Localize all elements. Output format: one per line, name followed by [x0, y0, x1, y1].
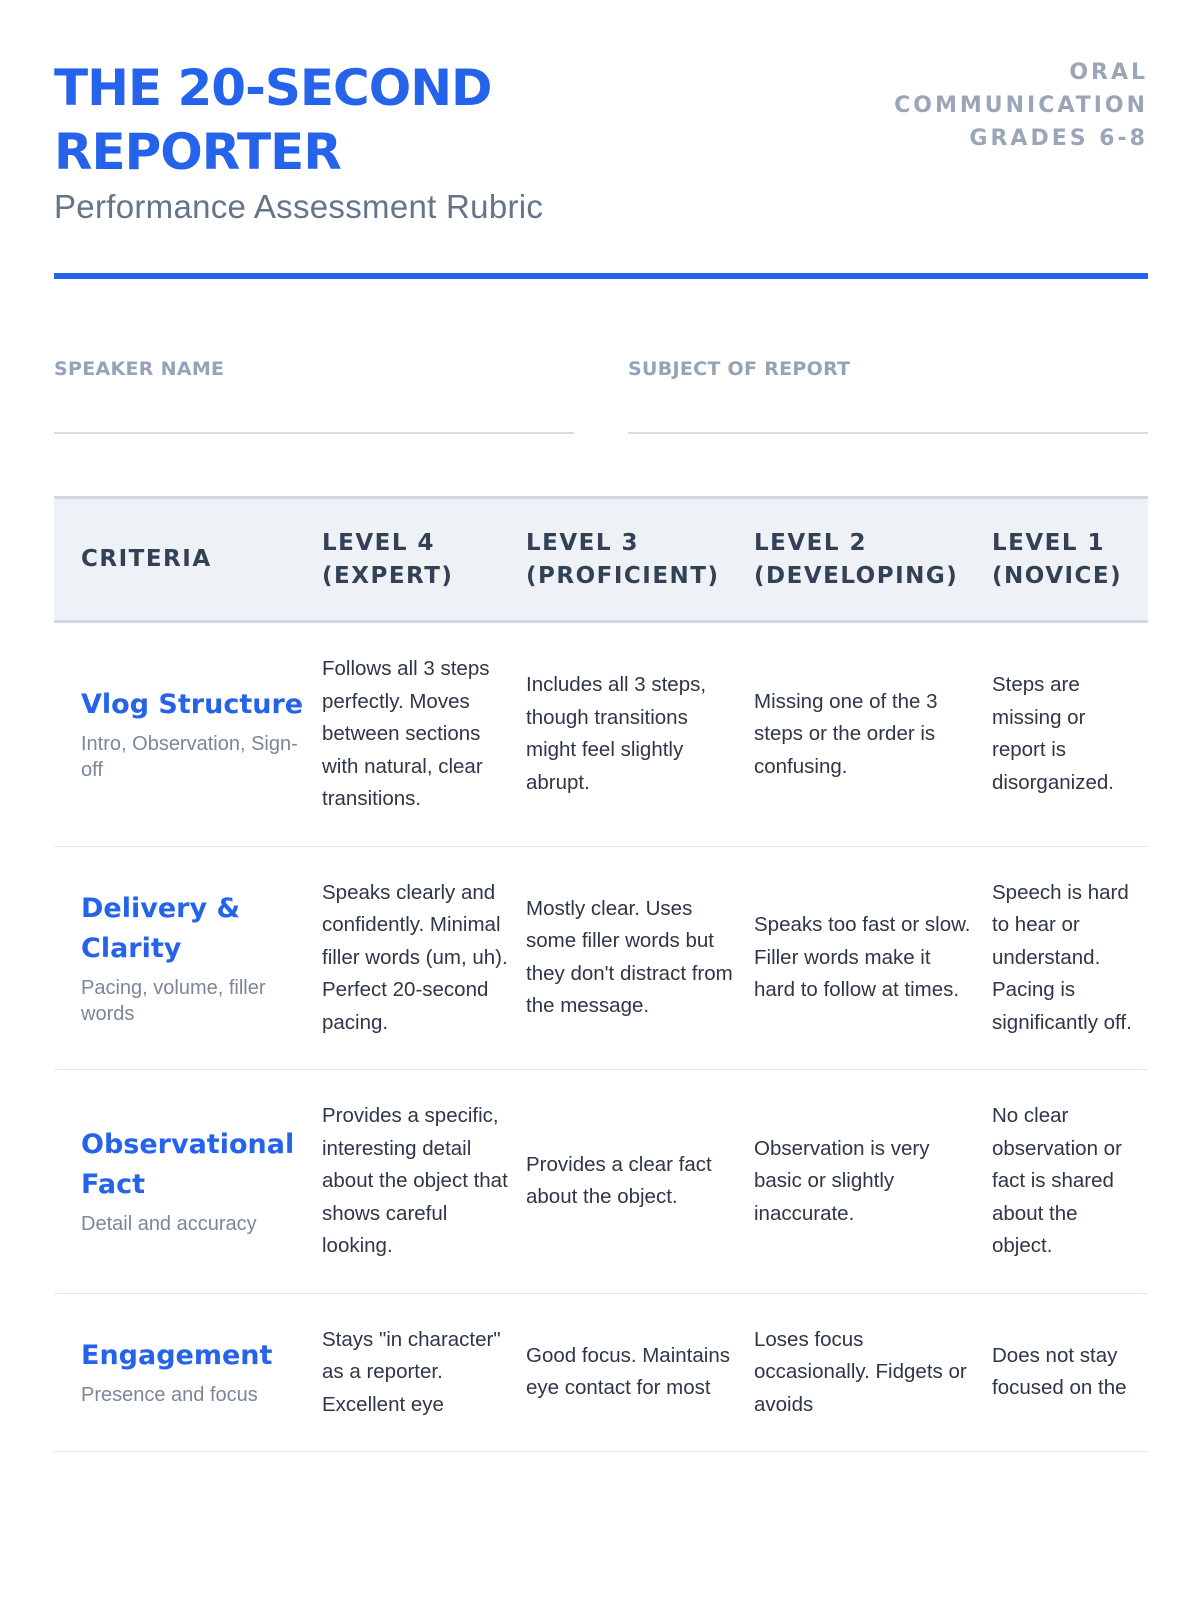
level-1-cell: Steps are missing or report is disorganized. — [992, 622, 1148, 847]
level-4-cell: Speaks clearly and confidently. Minimal filler words (um, uh). Perfect 20-second pacing. — [322, 846, 526, 1070]
table-header-row — [54, 498, 1148, 622]
subject-grade-tag — [894, 56, 1148, 155]
table-row — [54, 846, 1148, 1070]
header-divider — [54, 273, 1148, 279]
table-row — [54, 1070, 1148, 1294]
subject-of-report-line[interactable] — [628, 432, 1148, 434]
level-4-cell: Follows all 3 steps perfectly. Moves between sections with natural, clear transitions. — [322, 622, 526, 847]
criteria-description: Pacing, volume, filler words — [81, 976, 266, 1025]
criteria-name: Delivery & Clarity — [81, 892, 241, 964]
criteria-cell — [54, 846, 322, 1070]
criteria-cell — [54, 1070, 322, 1294]
level-2-cell: Loses focus occasionally. Fidgets or avoids — [754, 1293, 992, 1452]
speaker-name-line[interactable] — [54, 432, 574, 434]
level-2-cell: Observation is very basic or slightly inaccurate. — [754, 1070, 992, 1294]
level-2-cell: Speaks too fast or slow. Filler words make it hard to follow at times. — [754, 846, 992, 1070]
title-line-2: REPORTER — [54, 123, 341, 181]
subject-of-report-label: SUBJECT OF REPORT — [628, 358, 851, 380]
column-header-level-2: LEVEL 2 (DEVELOPING) — [754, 498, 992, 622]
level-4-cell: Provides a specific, interesting detail about the object that shows careful looking. — [322, 1070, 526, 1294]
table-row — [54, 1293, 1148, 1452]
criteria-description: Intro, Observation, Sign-off — [81, 733, 298, 782]
column-header-criteria: CRITERIA — [54, 498, 322, 622]
level-1-cell: No clear observation or fact is shared about the object. — [992, 1070, 1148, 1294]
tag-line-2: COMMUNICATION — [894, 93, 1148, 118]
column-header-level-3: LEVEL 3 (PROFICIENT) — [526, 498, 754, 622]
criteria-description: Detail and accuracy — [81, 1213, 257, 1236]
page-header — [54, 56, 1148, 226]
table-row — [54, 622, 1148, 847]
criteria-description: Presence and focus — [81, 1384, 258, 1407]
level-3-cell: Good focus. Maintains eye contact for most — [526, 1293, 754, 1452]
criteria-cell — [54, 1293, 322, 1452]
tag-line-1: ORAL — [1069, 60, 1148, 85]
column-header-level-1: LEVEL 1 (NOVICE) — [992, 498, 1148, 622]
page-subtitle: Performance Assessment Rubric — [54, 188, 544, 225]
criteria-cell — [54, 622, 322, 847]
level-2-cell: Missing one of the 3 steps or the order is confusing. — [754, 622, 992, 847]
level-3-cell: Provides a clear fact about the object. — [526, 1070, 754, 1294]
level-1-cell: Does not stay focused on the — [992, 1293, 1148, 1452]
title-line-1: THE 20-SECOND — [54, 59, 492, 117]
speaker-name-field[interactable] — [54, 358, 574, 434]
level-3-cell: Includes all 3 steps, though transitions might feel slightly abrupt. — [526, 622, 754, 847]
criteria-name: Observational Fact — [81, 1129, 295, 1201]
column-header-level-4: LEVEL 4 (EXPERT) — [322, 498, 526, 622]
criteria-name: Vlog Structure — [81, 689, 304, 721]
level-3-cell: Mostly clear. Uses some filler words but they don't distract from the message. — [526, 846, 754, 1070]
rubric-table — [54, 496, 1148, 1452]
speaker-name-label: SPEAKER NAME — [54, 358, 225, 380]
subject-of-report-field[interactable] — [628, 358, 1148, 434]
level-1-cell: Speech is hard to hear or understand. Pacing is significantly off. — [992, 846, 1148, 1070]
level-4-cell: Stays "in character" as a reporter. Excellent eye — [322, 1293, 526, 1452]
criteria-name: Engagement — [81, 1340, 273, 1372]
tag-line-3: GRADES 6-8 — [969, 126, 1148, 151]
